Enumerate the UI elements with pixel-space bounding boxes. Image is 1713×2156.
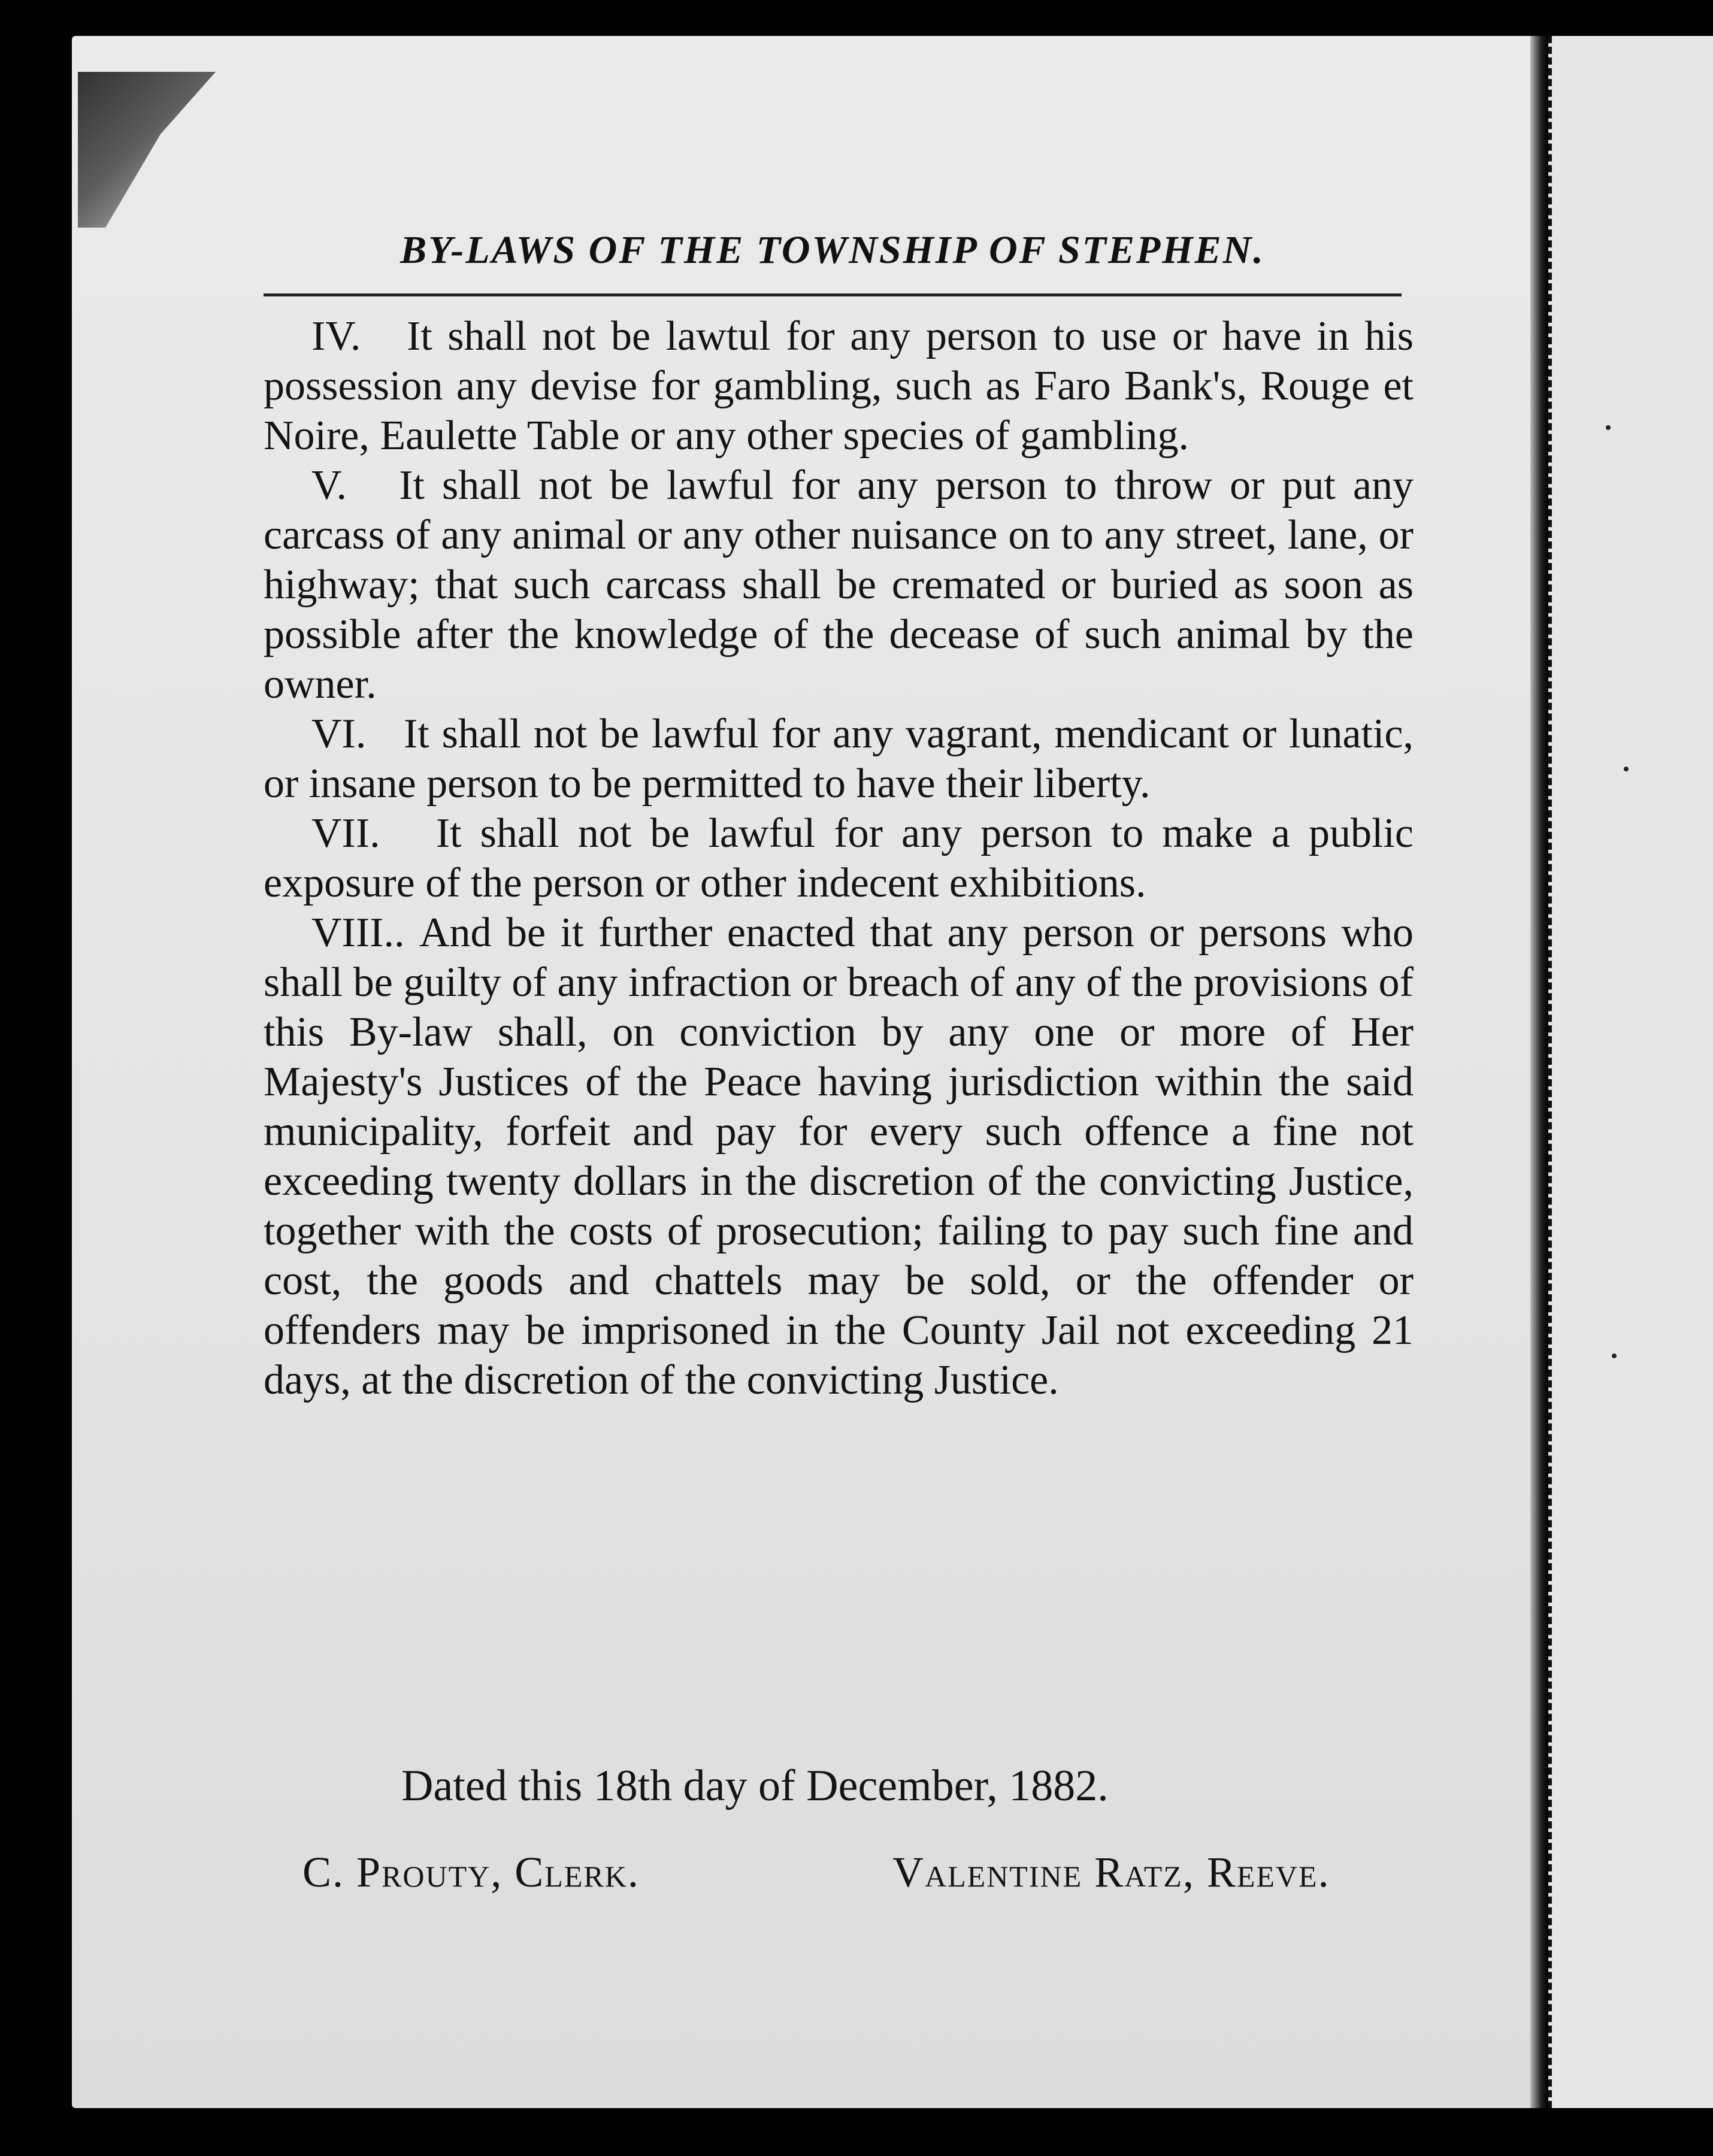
section-paragraph (264, 808, 1414, 908)
adjacent-page-edge (1548, 36, 1713, 2108)
section-number: V. (311, 462, 347, 508)
clerk-signature: C. Prouty, Clerk. (302, 1848, 640, 1896)
section-iv (264, 311, 1414, 461)
date-line: Dated this 18th day of December, 1882. (401, 1761, 1109, 1810)
section-number: VIII.. (311, 910, 405, 956)
section-v (264, 461, 1414, 709)
section-number: VI. (311, 711, 367, 757)
section-text: It shall not be lawful for any person to throw or put any carcass of any animal or any other nuisance on to any street, lane, or highway; that such carcass shall be cremated or buried as soon as possible after the knowledge of the decease of such animal by the owner. (264, 462, 1414, 707)
section-paragraph (264, 461, 1414, 709)
section-viii (264, 908, 1414, 1405)
reeve-signature: Valentine Ratz, Reeve. (892, 1848, 1330, 1896)
bylaw-text (264, 311, 1414, 1405)
section-number: IV. (311, 313, 361, 359)
section-vi (264, 709, 1414, 808)
header-rule (264, 293, 1402, 296)
page-edge-shadow (1530, 36, 1548, 2108)
section-vii (264, 808, 1414, 908)
section-text: And be it further enacted that any person or persons who shall be guilty of any infraction or breach of any of the provisions of this By-law shall, on conviction by any one or more of Her Majesty's Justices of the Peace having jurisdiction within the said municipality, forfeit and pay for every such offence a fine not exceeding twenty dollars in the discretion of the convicting Justice, together with the costs of prosecution; failing to pay such fine and cost, the goods and chattels may be sold, or the offender or offenders may be imprisoned in the County Jail not exceeding 21 days, at the discretion of the convicting Justice. (264, 910, 1414, 1403)
section-text: It shall not be lawful for any person to make a public exposure of the person or other indecent exhibitions. (264, 810, 1414, 906)
running-head: BY-LAWS OF THE TOWNSHIP OF STEPHEN. (400, 228, 1265, 272)
section-text: It shall not be lawtul for any person to use or have in his possession any devise for gambling, such as Faro Bank's, Rouge et Noire, Eaulette Table or any other species of gambling. (264, 313, 1414, 459)
section-paragraph (264, 908, 1414, 1405)
section-text: It shall not be lawful for any vagrant, mendicant or lunatic, or insane person to be permitted to have their liberty. (264, 711, 1414, 807)
section-paragraph (264, 311, 1414, 461)
section-number: VII. (311, 810, 380, 856)
section-paragraph (264, 709, 1414, 808)
